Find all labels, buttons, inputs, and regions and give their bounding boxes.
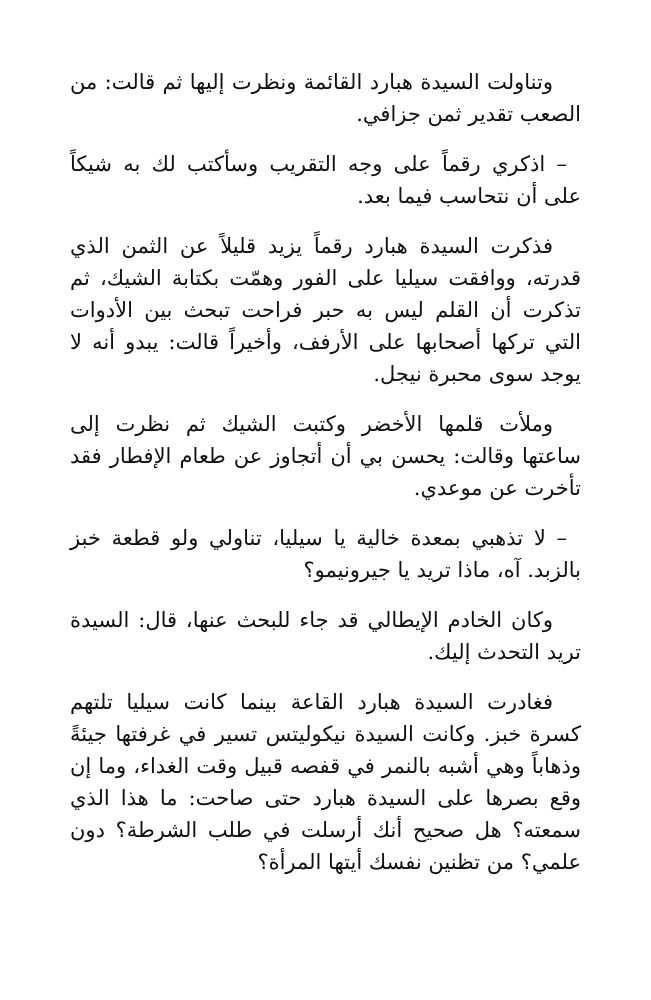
paragraph-2: – اذكري رقماً على وجه التقريب وسأكتب لك به شيكاً على أن نتحاسب فيما بعد. bbox=[70, 152, 581, 208]
paragraph-5: – لا تذهبي بمعدة خالية يا سيليا، تناولي ولو قطعة خبز بالزبد. آه، ماذا تريد يا جيرونيمو؟ bbox=[70, 526, 581, 582]
paragraph-1: وتناولت السيدة هبارد القائمة ونظرت إليها ثم قالت: من الصعب تقدير ثمن جزافي. bbox=[70, 70, 581, 126]
paragraph-4: وملأت قلمها الأخضر وكتبت الشيك ثم نظرت إلى ساعتها وقالت: يحسن بي أن أتجاوز عن طعام الإفطار فقد تأخرت عن موعدي. bbox=[70, 412, 581, 500]
paragraph-7: فغادرت السيدة هبارد القاعة بينما كانت سيليا تلتهم كسرة خبز. وكانت السيدة نيكوليتس تسير في غرفتها جيئةً وذهاباً وهي أشبه بالنمر في قفصه قبيل وقت الغداء، وما إن وقع بصرها على السيدة هبارد حتى صاحت: ما هذا الذي سمعته؟ هل صحيح أنك أرسلت في طلب الشرطة؟ دون علمي؟ من تظنين نفسك أيتها المرأة؟ bbox=[70, 690, 581, 874]
paragraph-6: وكان الخادم الإيطالي قد جاء للبحث عنها، قال: السيدة تريد التحدث إليك. bbox=[70, 608, 581, 664]
paragraph-3: فذكرت السيدة هبارد رقماً يزيد قليلاً عن الثمن الذي قدرته، ووافقت سيليا على الفور وهمّت بكتابة الشيك، ثم تذكرت أن القلم ليس به حبر فراحت تبحث بين الأدوات التي تركها أصحابها على الأرفف، وأخيراً قالت: يبدو أنه لا يوجد سوى محبرة نيجل. bbox=[70, 234, 581, 386]
